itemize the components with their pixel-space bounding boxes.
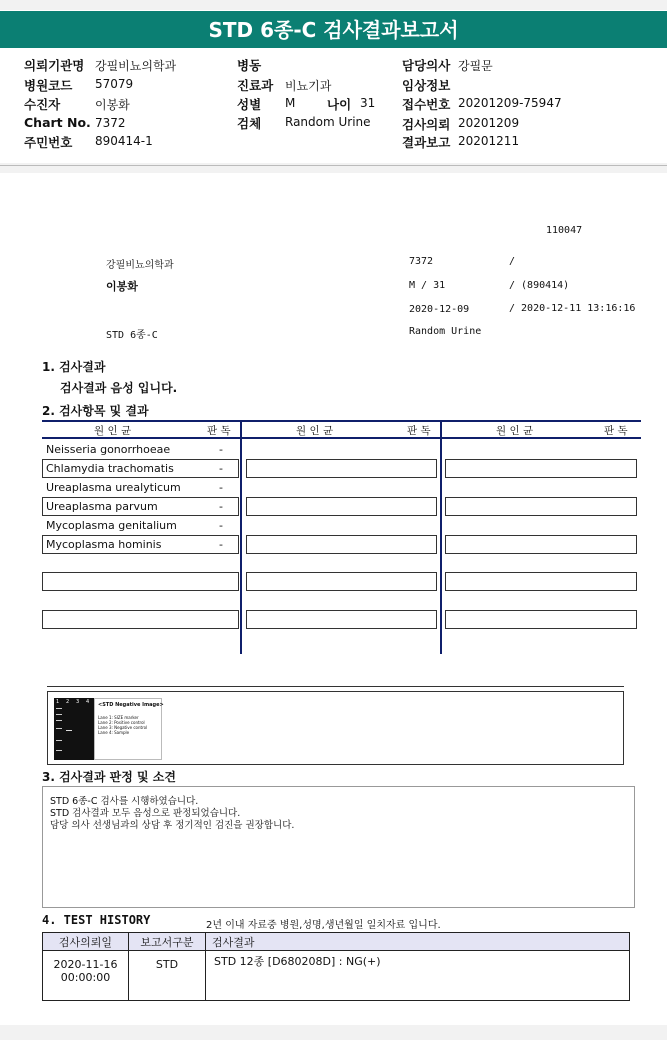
- gel-band: [56, 714, 62, 715]
- col-result-header-1: 판 독: [207, 425, 231, 437]
- section-3-heading: 3. 검사결과 판정 및 소견: [42, 770, 176, 784]
- request-value: 20201209: [458, 116, 520, 130]
- report-test-name: STD 6종-C: [106, 330, 158, 341]
- gel-band: [56, 740, 62, 741]
- table-row-box: [246, 535, 437, 554]
- hospital-code-value: 57079: [95, 77, 134, 91]
- history-time: 00:00:00: [60, 971, 111, 984]
- ward-label: 병동: [237, 58, 262, 73]
- table-row-box: [445, 572, 637, 591]
- chart-value: 7372: [95, 116, 126, 130]
- pathogen-name: Ureaplasma parvum: [46, 500, 158, 513]
- report-date-received: 2020-12-09: [409, 304, 470, 315]
- request-label: 검사의뢰: [402, 117, 451, 132]
- dept-label: 진료과: [237, 78, 274, 93]
- report-patient-name: 이봉화: [106, 280, 138, 293]
- col-pathogen-header-2: 원 인 균: [296, 425, 334, 437]
- gel-image-panel: [47, 691, 624, 765]
- report-title: STD 6종-C 검사결과보고서: [0, 10, 667, 49]
- table-col-divider-2: [440, 420, 442, 654]
- table-row-box: [445, 497, 637, 516]
- age-label: 나이: [327, 97, 352, 112]
- history-col-result: 검사결과: [206, 933, 630, 951]
- hospital-code-label: 병원코드: [24, 78, 73, 93]
- history-date: 2020-11-16: [53, 958, 118, 971]
- table-row-box: [246, 497, 437, 516]
- table-row-box: [246, 459, 437, 478]
- gel-legend-box: [94, 698, 162, 760]
- gel-band: [56, 720, 62, 721]
- institution-value: 강필비뇨의학과: [95, 59, 177, 73]
- clinical-label: 임상정보: [402, 78, 451, 93]
- opinion-line: 담당 의사 선생님과의 상담 후 정기적인 검진을 권장합니다.: [50, 820, 295, 831]
- table-header-rule: [42, 437, 641, 439]
- table-row-box: [42, 572, 239, 591]
- history-table: [42, 932, 630, 1001]
- pathogen-name: Mycoplasma hominis: [46, 538, 162, 551]
- opinion-line: STD 6종-C 검사를 시행하였습니다.: [50, 796, 199, 807]
- table-row-box: [246, 610, 437, 629]
- resident-label: 주민번호: [24, 135, 73, 150]
- pathogen-result: -: [219, 481, 223, 494]
- header-divider: [0, 165, 667, 166]
- section-1-heading: 1. 검사결과: [42, 360, 106, 374]
- pathogen-name: Neisseria gonorrhoeae: [46, 443, 171, 456]
- history-result: STD 12종 [D680208D] : NG(+): [214, 955, 381, 968]
- table-row-box: [246, 572, 437, 591]
- pathogen-result: -: [219, 538, 223, 551]
- specimen-value: Random Urine: [285, 115, 371, 129]
- history-note: 2년 이내 자료중 병원,성명,생년월일 일치자료 입니다.: [206, 920, 441, 931]
- report-code: 110047: [546, 225, 583, 236]
- pathogen-name: Mycoplasma genitalium: [46, 519, 177, 532]
- table-row: [43, 951, 630, 1001]
- institution-label: 의뢰기관명: [24, 58, 85, 73]
- doctor-label: 담당의사: [402, 58, 451, 73]
- doctor-value: 강필문: [458, 59, 493, 73]
- pathogen-result: -: [219, 462, 223, 475]
- receipt-value: 20201209-75947: [458, 96, 562, 110]
- col-result-header-3: 원 인 균: [496, 425, 534, 437]
- resident-value: 890414-1: [95, 134, 153, 148]
- gel-legend-title: <STD Negative Image>: [98, 702, 164, 708]
- section-2-heading: 2. 검사항목 및 결과: [42, 404, 149, 418]
- table-top-rule: [42, 420, 641, 422]
- dept-value: 비뇨기과: [285, 79, 332, 93]
- patient-label: 수진자: [24, 97, 61, 112]
- header-panel: [0, 48, 667, 163]
- col-result-header-4: 판 독: [604, 425, 628, 437]
- result-summary: 검사결과 음성 입니다.: [60, 381, 178, 395]
- gel-lane-label: 4: [86, 699, 90, 705]
- pathogen-result: -: [219, 443, 223, 456]
- col-result-header-2: 판 독: [407, 425, 431, 437]
- pathogen-result: -: [219, 500, 223, 513]
- pathogen-name: Chlamydia trachomatis: [46, 462, 174, 475]
- gel-lane-label: 3: [76, 699, 80, 705]
- table-row-box: [445, 610, 637, 629]
- report-institution: 강필비뇨의학과: [106, 260, 174, 271]
- gel-legend-line: Lane 3: Negative control: [98, 725, 148, 730]
- gel-legend-line: Lane 4: Sample: [98, 730, 130, 735]
- opinion-box: [42, 786, 635, 908]
- report-date-value: 20201211: [458, 134, 520, 148]
- history-type: STD: [155, 958, 179, 971]
- gel-band: [56, 750, 62, 751]
- patient-value: 이봉화: [95, 98, 130, 112]
- table-row-box: [445, 459, 637, 478]
- age-value: 31: [360, 96, 376, 110]
- sex-label: 성별: [237, 97, 262, 112]
- report-slash: /: [509, 256, 516, 267]
- report-sex-age: M / 31: [409, 280, 446, 291]
- gel-photo: [54, 698, 94, 760]
- pathogen-result: -: [219, 519, 223, 532]
- table-col-divider-1: [240, 420, 242, 654]
- specimen-label: 검체: [237, 116, 262, 131]
- section-4-heading: 4. TEST HISTORY: [42, 913, 151, 927]
- report-birth: / (890414): [509, 280, 570, 291]
- report-date-label: 결과보고: [402, 135, 451, 150]
- chart-label: Chart No.: [24, 115, 91, 130]
- gel-legend-line: Lane 2: Positive control: [98, 720, 145, 725]
- receipt-label: 접수번호: [402, 97, 451, 112]
- col-pathogen-header-1: 원 인 균: [94, 425, 132, 437]
- sex-value: M: [285, 96, 296, 110]
- gel-lane-label: 2: [66, 699, 70, 705]
- report-date-reported: / 2020-12-11 13:16:16: [509, 303, 636, 314]
- gel-band: [56, 708, 62, 709]
- report-chart: 7372: [409, 256, 434, 267]
- report-sheet: [0, 173, 667, 1025]
- history-col-date: 검사의뢰일: [43, 933, 129, 951]
- gel-top-rule: [47, 686, 624, 687]
- table-row-box: [42, 610, 239, 629]
- table-row-box: [445, 535, 637, 554]
- report-specimen: Random Urine: [409, 326, 482, 337]
- gel-lane-label: 1: [56, 699, 60, 705]
- history-header-row: [43, 933, 630, 951]
- gel-band: [56, 728, 62, 729]
- history-col-type: 보고서구분: [129, 933, 206, 951]
- pathogen-name: Ureaplasma urealyticum: [46, 481, 181, 494]
- gel-band: [66, 730, 72, 731]
- gel-legend-line: Lane 1: SIZE marker: [98, 715, 139, 720]
- opinion-line: STD 검사결과 모두 음성으로 판정되었습니다.: [50, 808, 241, 819]
